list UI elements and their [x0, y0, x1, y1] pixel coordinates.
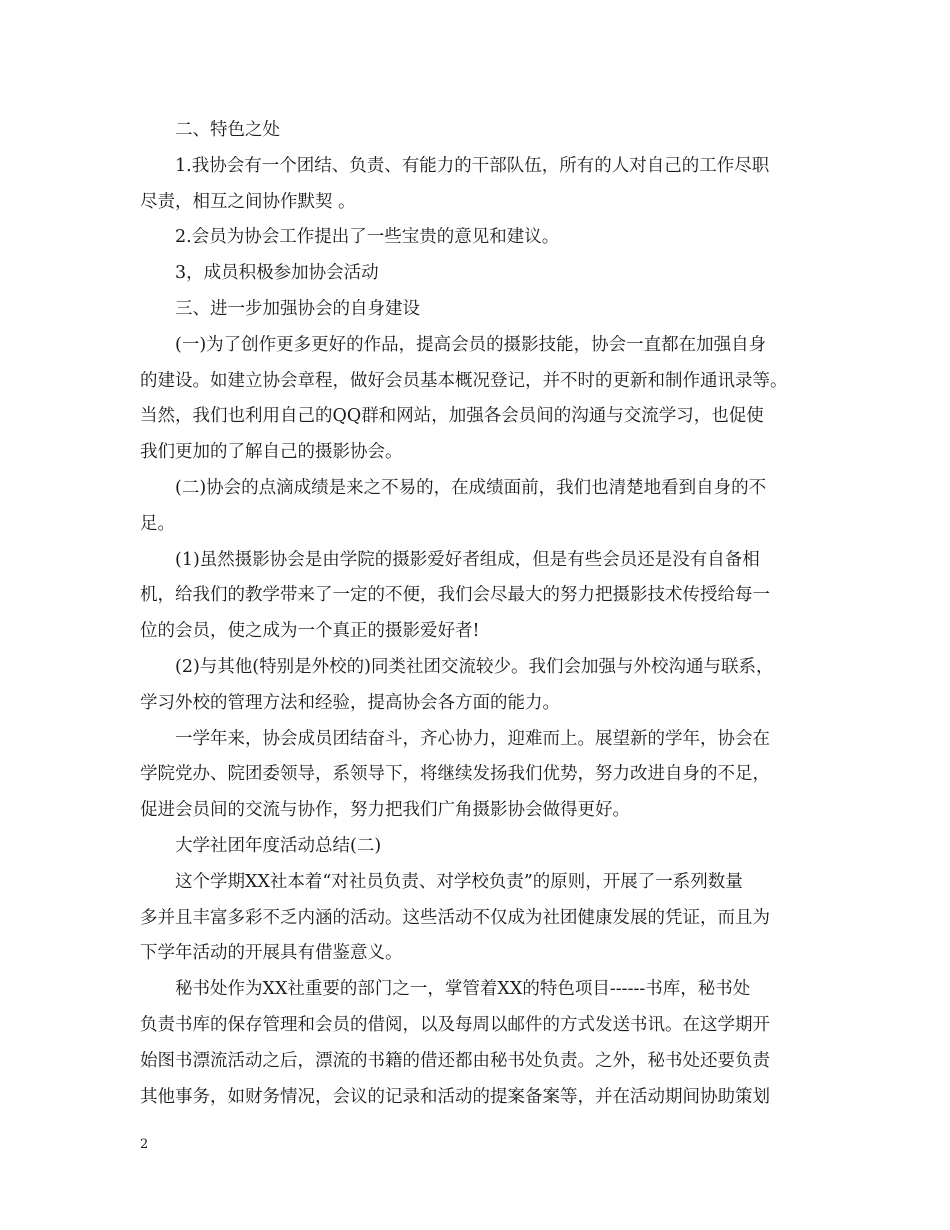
text-line: 的建设。如建立协会章程，做好会员基本概况登记，并不时的更新和制作通讯录等。: [140, 370, 788, 391]
page-number: 2: [140, 1137, 149, 1152]
text-line: 1.我协会有一个团结、负责、有能力的干部队伍，所有的人对自己的工作尽职: [175, 155, 770, 176]
document-body: [140, 113, 820, 1115]
text-line: (2)与其他(特别是外校的)同类社团交流较少。我们会加强与外校沟通与联系，: [175, 656, 774, 677]
text-line: 大学社团年度活动总结(二): [175, 835, 382, 856]
text-line: (1)虽然摄影协会是由学院的摄影爱好者组成，但是有些会员还是没有自备相: [175, 549, 760, 570]
text-line: (二)协会的点滴成绩是来之不易的，在成绩面前，我们也清楚地看到自身的不: [175, 477, 767, 498]
text-line: 一学年来，协会成员团结奋斗，齐心协力，迎难而上。展望新的学年，协会在: [175, 728, 770, 749]
text-line: 秘书处作为XX社重要的部门之一，掌管着XX的特色项目------书库，秘书处: [175, 979, 751, 1000]
text-line: 位的会员，使之成为一个真正的摄影爱好者!: [140, 621, 480, 642]
text-line: 学习外校的管理方法和经验，提高协会各方面的能力。: [140, 692, 560, 713]
text-line: 多并且丰富多彩不乏内涵的活动。这些活动不仅成为社团健康发展的凭证，而且为: [140, 907, 770, 928]
text-line: 尽责，相互之间协作默契 。: [140, 191, 356, 212]
text-line: (一)为了创作更多更好的作品，提高会员的摄影技能，协会一直都在加强自身: [175, 334, 767, 355]
text-line: 2.会员为协会工作提出了一些宝贵的意见和建议。: [175, 227, 560, 248]
text-line: 机，给我们的教学带来了一定的不便，我们会尽最大的努力把摄影技术传授给每一: [140, 585, 770, 606]
text-line: 当然，我们也利用自己的QQ群和网站，加强各会员间的沟通与交流学习，也促使: [140, 406, 764, 427]
text-line: 三、进一步加强协会的自身建设: [175, 298, 420, 319]
text-line: 二、特色之处: [175, 120, 280, 140]
text-line: 这个学期XX社本着“对社员负责、对学校负责”的原则，开展了一系列数量: [175, 871, 743, 892]
text-line: 负责书库的保存管理和会员的借阅，以及每周以邮件的方式发送书讯。在这学期开: [140, 1014, 770, 1035]
text-line: 我们更加的了解自己的摄影协会。: [140, 442, 403, 463]
text-line: 促进会员间的交流与协作，努力把我们广角摄影协会做得更好。: [140, 800, 630, 821]
text-line: 足。: [140, 513, 175, 534]
text-line: 3，成员积极参加协会活动: [175, 263, 379, 284]
text-line: 始图书漂流活动之后，漂流的书籍的借还都由秘书处负责。之外，秘书处还要负责: [140, 1050, 770, 1071]
text-line: 学院党办、院团委领导，系领导下，将继续发扬我们优势，努力改进自身的不足，: [140, 764, 770, 785]
text-line: 其他事务，如财务情况，会议的记录和活动的提案备案等，并在活动期间协助策划: [140, 1086, 770, 1107]
text-line: 下学年活动的开展具有借鉴意义。: [140, 943, 403, 964]
